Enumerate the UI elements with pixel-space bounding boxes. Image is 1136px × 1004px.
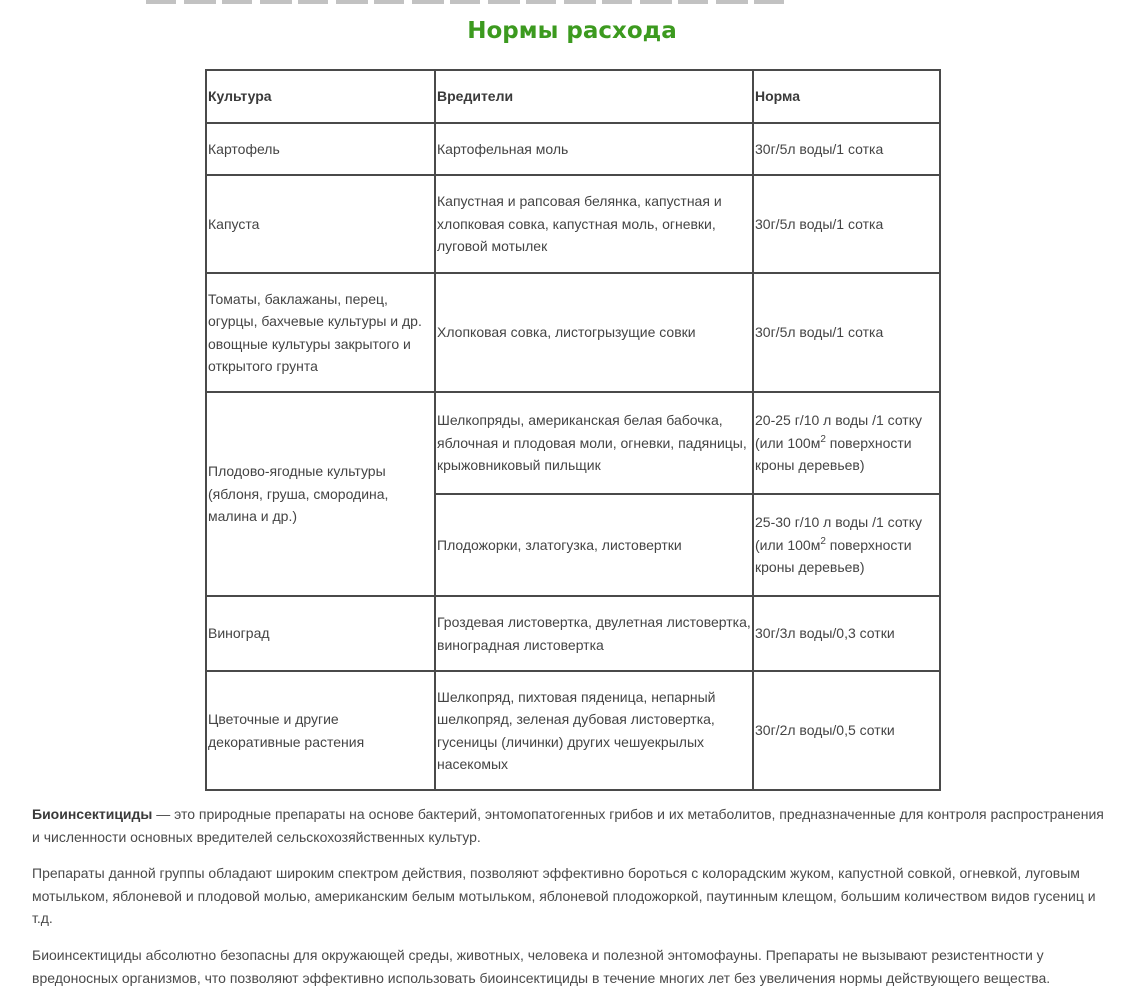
rate-text: поверхности кроны деревьев) [755, 536, 912, 576]
crop-cell: Виноград [206, 596, 435, 671]
pests-cell: Капустная и рапсовая белянка, капустная и хлопковая совка, капустная моль, огневки, луговой мотылек [435, 175, 753, 273]
pests-cell: Плодожорки, златогузка, листовертки [435, 494, 753, 596]
rate-cell: 30г/5л воды/1 сотка [753, 123, 940, 175]
header-pests: Вредители [435, 70, 753, 123]
section-heading: Нормы расхода [467, 18, 677, 44]
rate-cell: 30г/5л воды/1 сотка [753, 175, 940, 273]
rate-cell [753, 494, 940, 596]
rate-cell: 30г/2л воды/0,5 сотки [753, 671, 940, 790]
pests-cell: Гроздевая листовертка, двулетная листовертка, виноградная листовертка [435, 596, 753, 671]
rate-text: 20-25 г/10 л воды /1 сотку [755, 412, 922, 429]
rate-text: (или 100м [755, 536, 821, 553]
header-crop: Культура [206, 70, 435, 123]
table-row [206, 123, 940, 175]
crop-cell: Плодово-ягодные культуры (яблоня, груша, смородина, малина и др.) [206, 392, 435, 596]
table-row [206, 175, 940, 273]
term-bold: Биоинсектициды [32, 806, 153, 822]
table-header-row [206, 70, 940, 123]
pests-cell: Картофельная моль [435, 123, 753, 175]
rate-cell: 30г/5л воды/1 сотка [753, 273, 940, 392]
table-row [206, 273, 940, 392]
rate-cell: 30г/3л воды/0,3 сотки [753, 596, 940, 671]
header-rate: Норма [753, 70, 940, 123]
table-row [206, 392, 940, 494]
crop-cell: Томаты, баклажаны, перец, огурцы, бахчевые культуры и др. овощные культуры закрытого и открытого грунта [206, 273, 435, 392]
crop-cell: Цветочные и другие декоративные растения [206, 671, 435, 790]
paragraph-spectrum: Препараты данной группы обладают широким спектром действия, позволяют эффективно бороться с колорадским жуком, капустной совкой, огневкой, луговым мотыльком, яблоневой и плодовой молью, американским белым мотыльком, яблоневой плодожоркой, паутинным клещом, большим количеством видов гусениц и т.д. [32, 865, 1096, 926]
pests-cell: Шелкопряд, пихтовая пяденица, непарный шелкопряд, зеленая дубовая листовертка, гусеницы (личинки) других чешуекрылых насекомых [435, 671, 753, 790]
table-row [206, 671, 940, 790]
pests-cell: Хлопковая совка, листогрызущие совки [435, 273, 753, 392]
rate-cell [753, 392, 940, 494]
paragraph-text: — это природные препараты на основе бактерий, энтомопатогенных грибов и их метаболитов, предназначенные для контроля распространения и численности основных вредителей сельскохозяйственных культур. [32, 806, 1104, 845]
rate-text: (или 100м [755, 434, 821, 451]
table-row [206, 596, 940, 671]
crop-cell: Картофель [206, 123, 435, 175]
pests-cell: Шелкопряды, американская белая бабочка, яблочная и плодовая моли, огневки, падяницы, крыжовниковый пильщик [435, 392, 753, 494]
consumption-rates-table [205, 69, 941, 791]
rate-text: 25-30 г/10 л воды /1 сотку [755, 514, 922, 531]
rate-superscript: 2 [820, 433, 826, 445]
paragraph-definition [32, 803, 1112, 848]
rate-superscript: 2 [820, 535, 826, 547]
rate-text: поверхности кроны деревьев) [755, 434, 912, 474]
crop-cell: Капуста [206, 175, 435, 273]
previous-text-cutoff [0, 0, 1136, 4]
paragraph-safety: Биоинсектициды абсолютно безопасны для окружающей среды, животных, человека и полезной энтомофауны. Препараты не вызывают резистентности у вредоносных организмов, что позволяют эффективно использовать биоинсектициды в течение многих лет без увеличения нормы действующего вещества. [32, 947, 1051, 986]
